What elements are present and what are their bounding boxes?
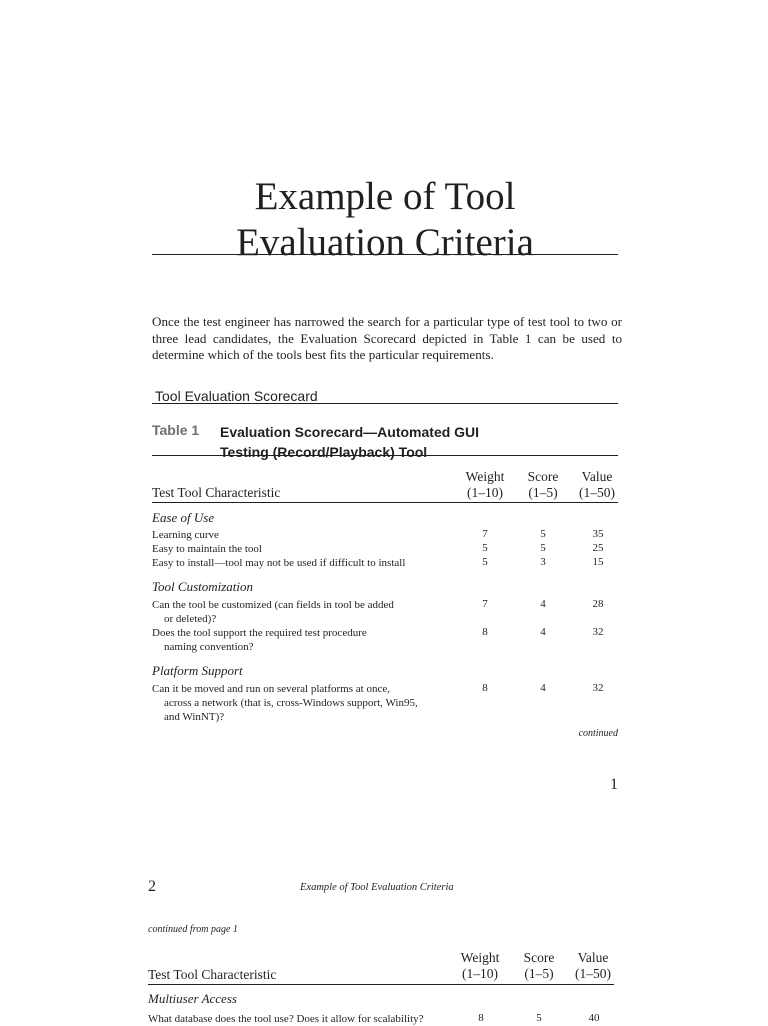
table-cell-weight: 8	[482, 682, 488, 694]
table-cell-score: 5	[536, 1012, 542, 1024]
value-header-line2: (1–50)	[575, 966, 611, 981]
score-column-header	[515, 950, 563, 982]
header-rule	[148, 984, 614, 985]
page-number: 2	[148, 878, 156, 895]
table-row-label	[152, 626, 367, 654]
category-ease-of-use: Ease of Use	[152, 510, 215, 525]
header-rule	[152, 502, 618, 503]
table-cell-value: 32	[592, 626, 604, 638]
characteristic-column-header: Test Tool Characteristic	[152, 485, 281, 500]
category-multiuser-access: Multiuser Access	[148, 991, 237, 1006]
table-cell-score: 4	[540, 682, 546, 694]
table-row-label: Easy to maintain the tool	[152, 543, 262, 555]
table-cell-score: 5	[540, 542, 546, 554]
score-column-header	[519, 469, 567, 501]
weight-header-line1: Weight	[460, 950, 500, 965]
table-row-label: Easy to install—tool may not be used if difficult to install	[152, 557, 406, 569]
row-label-line: naming convention?	[164, 641, 254, 653]
table-cell-score: 3	[540, 556, 546, 568]
row-label-line: and WinNT)?	[164, 711, 225, 723]
category-platform-support: Platform Support	[152, 663, 243, 678]
score-header-line2: (1–5)	[528, 485, 558, 500]
running-head: Example of Tool Evaluation Criteria	[300, 882, 454, 893]
section-rule	[152, 403, 618, 404]
intro-paragraph: Once the test engineer has narrowed the search for a particular type of test tool to two or three lead candidates, the Evaluation Scorecard depicted in Table 1 can be used to determine which of the tools best fits the particular requirements.	[152, 314, 622, 362]
table-cell-value: 28	[592, 598, 604, 610]
table-cell-weight: 8	[478, 1012, 484, 1024]
value-header-line2: (1–50)	[579, 485, 615, 500]
value-column-header	[572, 469, 622, 501]
table-cell-value: 40	[588, 1012, 600, 1024]
page-title-line2: Evaluation Criteria	[236, 221, 534, 264]
table-title	[220, 422, 520, 462]
weight-header-line1: Weight	[465, 469, 505, 484]
table-cell-weight: 5	[482, 556, 488, 568]
table-title-line1: Evaluation Scorecard—Automated GUI	[220, 424, 480, 440]
table-cell-weight: 5	[482, 542, 488, 554]
table-row-label: Learning curve	[152, 529, 219, 541]
table-cell-weight: 7	[482, 598, 488, 610]
table-cell-value: 15	[592, 556, 604, 568]
section-heading: Tool Evaluation Scorecard	[155, 388, 318, 404]
category-tool-customization: Tool Customization	[152, 579, 254, 594]
value-header-line1: Value	[577, 950, 609, 965]
table-title-line2: Testing (Record/Playback) Tool	[220, 444, 428, 460]
weight-header-line2: (1–10)	[467, 485, 503, 500]
table-cell-score: 5	[540, 528, 546, 540]
table-row-label: What database does the tool use? Does it allow for scalability?	[148, 1013, 424, 1025]
table-cell-value: 32	[592, 682, 604, 694]
table-cell-score: 4	[540, 626, 546, 638]
score-header-line1: Score	[523, 950, 555, 965]
continued-from-note: continued from page 1	[148, 924, 238, 935]
table-cell-weight: 8	[482, 626, 488, 638]
score-header-line2: (1–5)	[524, 966, 554, 981]
table-title-rule	[152, 455, 618, 456]
weight-column-header	[460, 469, 510, 501]
table-number: Table 1	[152, 422, 200, 438]
title-rule	[152, 254, 618, 255]
table-row-label	[152, 598, 394, 626]
continued-note: continued	[578, 728, 618, 739]
weight-column-header	[455, 950, 505, 982]
value-header-line1: Value	[581, 469, 613, 484]
row-label-line: Can it be moved and run on several platforms at once,	[152, 683, 390, 695]
score-header-line1: Score	[527, 469, 559, 484]
table-cell-value: 35	[592, 528, 604, 540]
table-cell-weight: 7	[482, 528, 488, 540]
table-cell-value: 25	[592, 542, 604, 554]
row-label-line: or deleted)?	[164, 613, 217, 625]
page-number: 1	[610, 776, 618, 793]
row-label-line: Can the tool be customized (can fields in tool be added	[152, 599, 394, 611]
page-title-line1: Example of Tool	[254, 175, 516, 218]
value-column-header	[568, 950, 618, 982]
weight-header-line2: (1–10)	[462, 966, 498, 981]
row-label-line: Does the tool support the required test procedure	[152, 627, 367, 639]
table-row-label	[152, 682, 418, 724]
table-cell-score: 4	[540, 598, 546, 610]
row-label-line: across a network (that is, cross-Windows support, Win95,	[164, 697, 418, 709]
characteristic-column-header: Test Tool Characteristic	[148, 967, 277, 982]
